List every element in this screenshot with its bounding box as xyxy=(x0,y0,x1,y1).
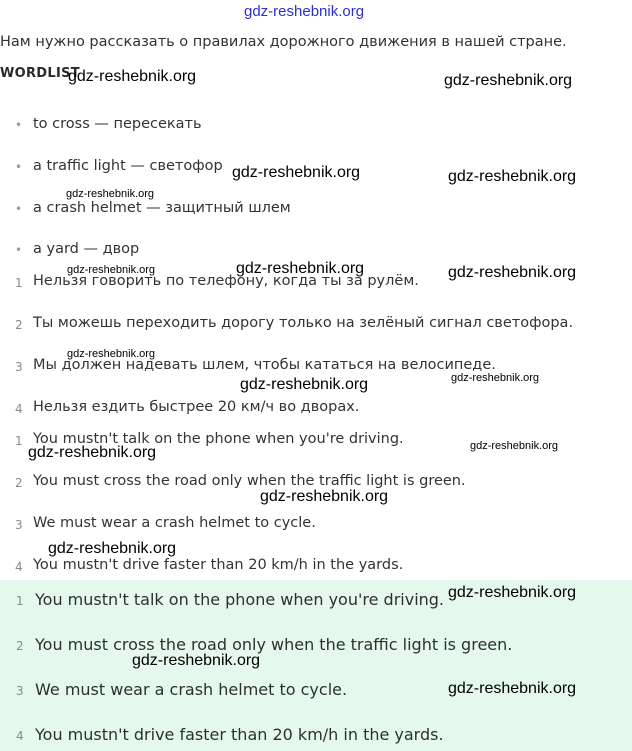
answer-number: 4 xyxy=(16,729,24,743)
watermark: gdz-reshebnik.org xyxy=(48,540,177,557)
item-number: 4 xyxy=(15,402,23,416)
watermark: gdz-reshebnik.org xyxy=(444,72,573,89)
item-number: 1 xyxy=(15,276,23,290)
english-sentence: You mustn't drive faster than 20 km/h in the yards. xyxy=(33,557,404,573)
answer-sentence: You mustn't talk on the phone when you're driving. xyxy=(35,590,445,609)
wordlist-item: a yard — двор xyxy=(33,241,140,257)
answer-sentence: We must wear a crash helmet to cycle. xyxy=(35,680,348,699)
wordlist-item: to cross — пересекать xyxy=(33,116,202,132)
watermark: gdz-reshebnik.org xyxy=(260,488,389,505)
bullet-icon: • xyxy=(15,160,23,174)
answer-sentence: You must cross the road only when the traffic light is green. xyxy=(35,635,513,654)
wordlist-item: a crash helmet — защитный шлем xyxy=(33,200,291,216)
site-header-watermark: gdz-reshebnik.org xyxy=(244,3,365,20)
watermark: gdz-reshebnik.org xyxy=(448,680,577,697)
wordlist-title: WORDLIST xyxy=(0,66,80,81)
answer-sentence: You mustn't drive faster than 20 km/h in the yards. xyxy=(35,725,444,744)
item-number: 4 xyxy=(15,560,23,574)
item-number: 1 xyxy=(15,434,23,448)
russian-sentence: Нельзя говорить по телефону, когда ты за рулём. xyxy=(33,273,419,289)
english-sentence: We must wear a crash helmet to cycle. xyxy=(33,515,316,531)
answer-number: 1 xyxy=(16,594,24,608)
watermark: gdz-reshebnik.org xyxy=(67,264,156,276)
watermark: gdz-reshebnik.org xyxy=(232,164,361,181)
watermark: gdz-reshebnik.org xyxy=(448,264,577,281)
bullet-icon: • xyxy=(15,118,23,132)
watermark: gdz-reshebnik.org xyxy=(448,584,577,601)
bullet-icon: • xyxy=(15,202,23,216)
answer-number: 3 xyxy=(16,684,24,698)
russian-sentence: Нельзя ездить быстрее 20 км/ч во дворах. xyxy=(33,399,360,415)
item-number: 3 xyxy=(15,518,23,532)
watermark: gdz-reshebnik.org xyxy=(132,652,261,669)
bullet-icon: • xyxy=(15,243,23,257)
russian-sentence: Мы должен надевать шлем, чтобы кататься на велосипеде. xyxy=(33,357,496,373)
watermark: gdz-reshebnik.org xyxy=(236,260,365,277)
watermark: gdz-reshebnik.org xyxy=(240,376,369,393)
russian-sentence: Ты можешь переходить дорогу только на зелёный сигнал светофора. xyxy=(33,315,574,331)
watermark: gdz-reshebnik.org xyxy=(448,168,577,185)
watermark: gdz-reshebnik.org xyxy=(28,444,157,461)
answer-number: 2 xyxy=(16,639,24,653)
item-number: 2 xyxy=(15,318,23,332)
intro-text: Нам нужно рассказать о правилах дорожного движения в нашей стране. xyxy=(0,34,567,50)
item-number: 2 xyxy=(15,476,23,490)
watermark: gdz-reshebnik.org xyxy=(470,440,559,452)
english-sentence: You mustn't talk on the phone when you're driving. xyxy=(33,431,404,447)
item-number: 3 xyxy=(15,360,23,374)
english-sentence: You must cross the road only when the traffic light is green. xyxy=(33,473,466,489)
watermark: gdz-reshebnik.org xyxy=(67,348,156,360)
wordlist-item: a traffic light — светофор xyxy=(33,158,223,174)
watermark: gdz-reshebnik.org xyxy=(68,68,197,85)
watermark: gdz-reshebnik.org xyxy=(451,372,540,384)
watermark: gdz-reshebnik.org xyxy=(66,188,155,200)
